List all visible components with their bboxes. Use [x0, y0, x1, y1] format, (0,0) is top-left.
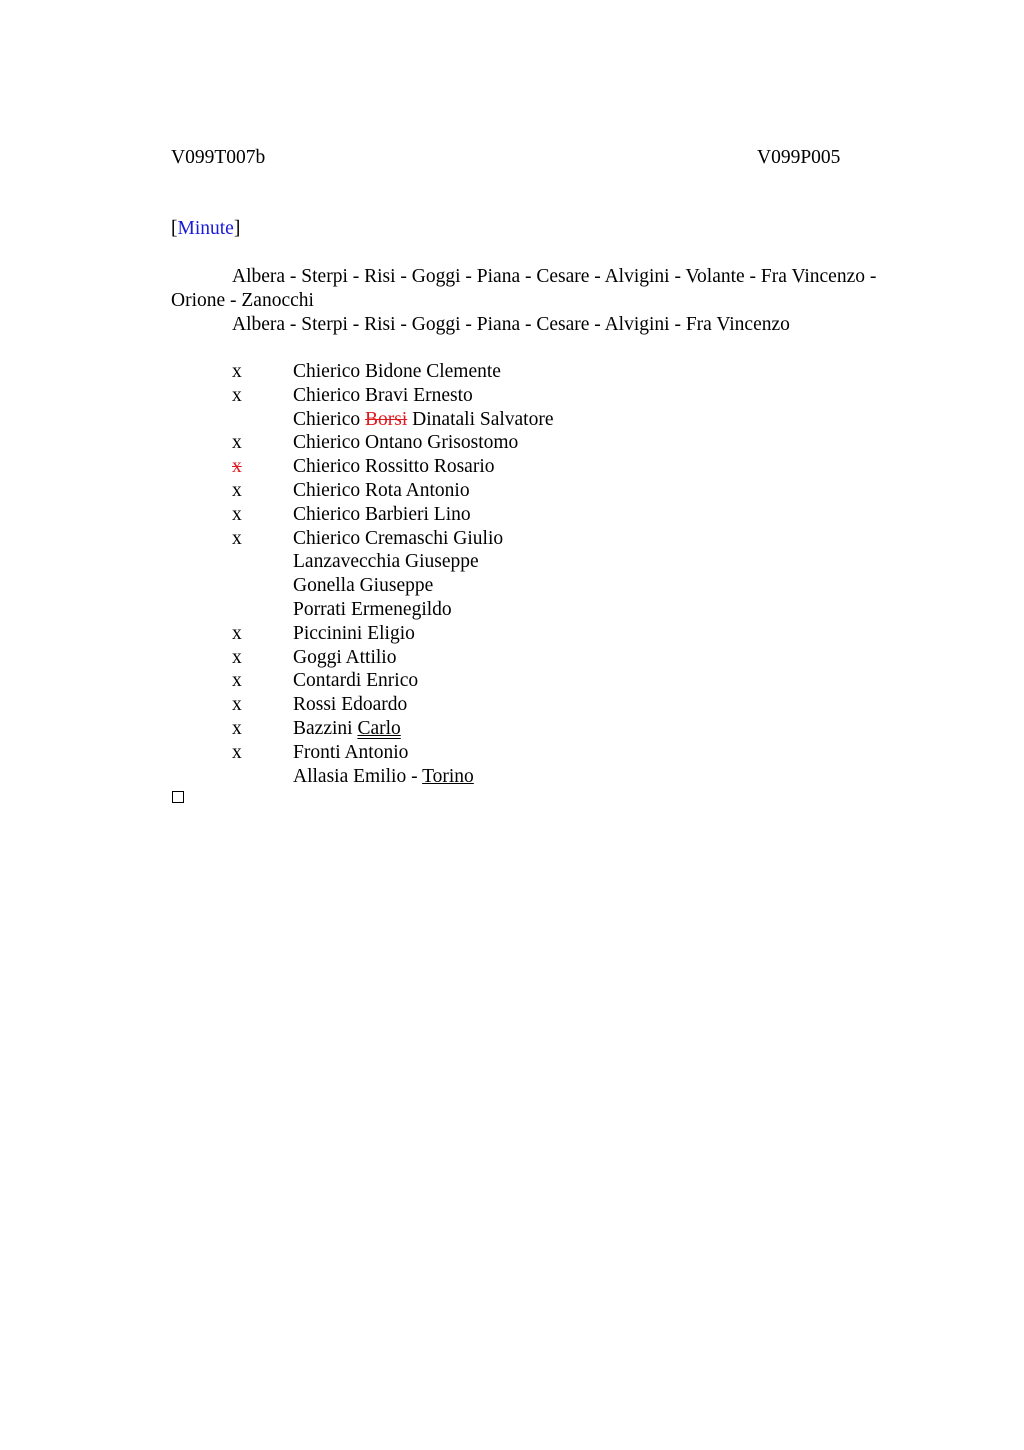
check-mark: x	[232, 384, 242, 406]
list-item-prefix: Chierico	[293, 408, 366, 430]
section-heading	[171, 217, 240, 241]
check-mark: x	[232, 503, 242, 525]
check-mark: x	[232, 646, 242, 668]
list-item-text	[293, 717, 401, 741]
struck-check-mark: x	[232, 456, 242, 478]
list-item-text: Lanzavecchia Giuseppe	[293, 551, 479, 573]
double-underlined-word: Carlo	[357, 717, 401, 739]
list-item-text: Rossi Edoardo	[293, 694, 408, 716]
list-item-text: Chierico Ontano Grisostomo	[293, 432, 519, 454]
names-line-2: Albera - Sterpi - Risi - Goggi - Piana - Cesare - Alvigini - Fra Vincenzo	[232, 314, 790, 335]
list-item-text: Chierico Cremaschi Giulio	[293, 527, 504, 549]
check-mark: x	[232, 479, 242, 501]
list-item-text: Fronti Antonio	[293, 741, 409, 763]
list-item-text: Porrati Ermenegildo	[293, 598, 452, 620]
list-item-text: Chierico Rota Antonio	[293, 479, 470, 501]
list-item-text: Chierico Barbieri Lino	[293, 503, 471, 525]
list-item-text: Goggi Attilio	[293, 646, 397, 668]
names-line-1-continued: Orione - Zanocchi	[171, 290, 314, 311]
list-item-prefix: Bazzini	[293, 717, 358, 739]
document-code-left: V099T007b	[171, 147, 266, 168]
names-line-1: Albera - Sterpi - Risi - Goggi - Piana - Cesare - Alvigini - Volante - Fra Vincenzo -	[232, 266, 877, 287]
list-item-text: Piccinini Eligio	[293, 622, 415, 644]
section-bracket-close: ]	[233, 218, 241, 239]
check-mark: x	[232, 622, 242, 644]
check-mark: x	[232, 527, 242, 549]
underlined-word: Torino	[422, 765, 474, 787]
check-mark: x	[232, 670, 242, 692]
list-item-text	[293, 408, 554, 432]
check-mark: x	[232, 694, 242, 716]
document-code-right: V099P005	[757, 147, 841, 168]
list-item-text: Chierico Rossitto Rosario	[293, 456, 495, 478]
section-link-minute[interactable]: Minute	[177, 218, 234, 239]
list-item-prefix: Allasia Emilio -	[293, 765, 423, 787]
list-item-suffix: Dinatali Salvatore	[407, 408, 554, 430]
end-box-icon	[172, 791, 184, 803]
list-item-text: Chierico Bravi Ernesto	[293, 384, 473, 406]
check-mark: x	[232, 717, 242, 739]
check-mark: x	[232, 361, 242, 382]
section-bracket-open: [	[171, 218, 178, 239]
check-mark: x	[232, 741, 242, 763]
deleted-word: Borsi	[365, 408, 408, 430]
list-item-text	[293, 765, 474, 789]
list-item-text: Gonella Giuseppe	[293, 575, 434, 597]
list-item-text: Contardi Enrico	[293, 670, 419, 692]
check-mark: x	[232, 432, 242, 454]
list-item-text: Chierico Bidone Clemente	[293, 361, 501, 382]
